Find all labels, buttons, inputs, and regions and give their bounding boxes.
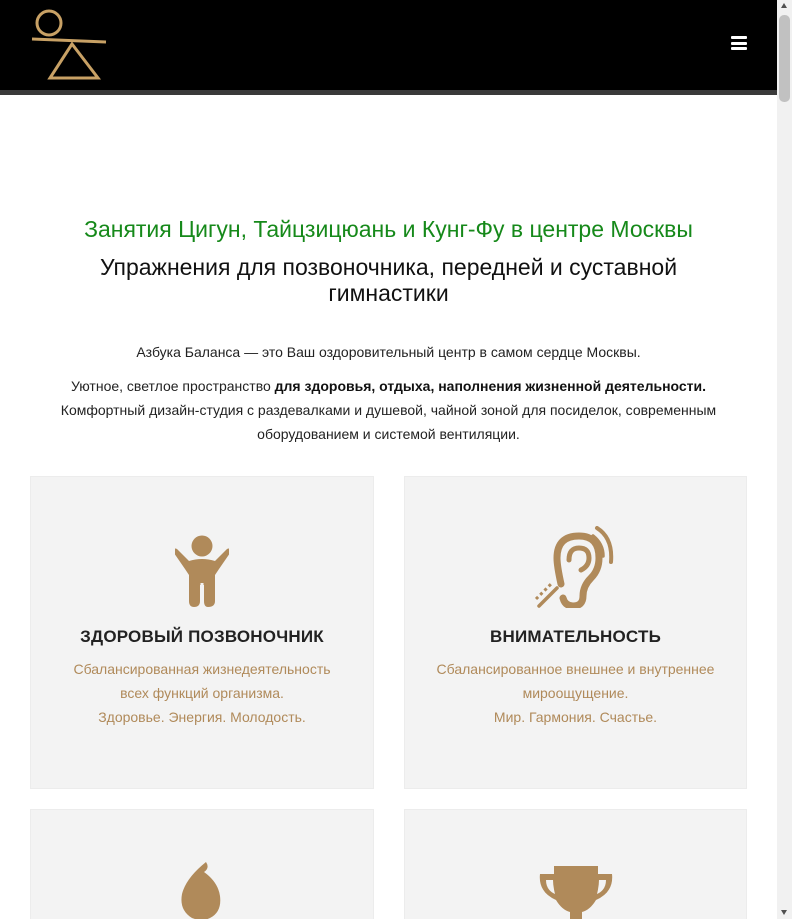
hero-title: Занятия Цигун, Тайцзицюань и Кунг-Фу в центре Москвы (84, 216, 693, 242)
intro-text (50, 340, 727, 446)
intro-line-2-bold: для здоровья, отдыха, наполнения жизненной деятельности. (274, 378, 707, 394)
scroll-up-arrow-icon[interactable] (781, 3, 787, 8)
feature-card-mindfulness[interactable] (404, 476, 747, 789)
vertical-scrollbar[interactable] (777, 0, 792, 919)
feature-card-4[interactable] (404, 809, 747, 919)
child-figure-icon (175, 535, 229, 607)
balance-figure-logo-icon (30, 6, 108, 82)
feature-card-spine[interactable] (30, 476, 374, 789)
card-text-line: Мир. Гармония. Счастье. (493, 709, 658, 725)
hero-subtitle: Упражнения для позвоночника, передней и суставной гимнастики (99, 254, 678, 306)
intro-line-1: Азбука Баланса — это Ваш оздоровительный центр в самом сердце Москвы. (136, 344, 641, 360)
hamburger-menu-icon[interactable] (729, 34, 751, 52)
header-divider (0, 90, 777, 95)
intro-line-3: Комфортный дизайн-студия с раздевалками и душевой, чайной зоной для посиделок, современным оборудованием и системой вентиляции. (60, 402, 717, 442)
card-text-line: Сбалансированная жизнедеятельность (73, 661, 331, 677)
intro-line-2 (50, 374, 727, 398)
feature-card-3[interactable] (30, 809, 374, 919)
card-text-line: мироощущение. (522, 685, 629, 701)
scrollbar-thumb[interactable] (779, 15, 790, 102)
scroll-down-arrow-icon[interactable] (781, 910, 787, 915)
card-text-line: Здоровье. Энергия. Молодость. (98, 709, 306, 725)
site-header (0, 0, 777, 90)
trophy-icon (538, 866, 614, 919)
flame-icon (180, 860, 224, 919)
listening-ear-icon (535, 526, 617, 608)
card-text-line: Сбалансированное внешнее и внутреннее (436, 661, 715, 677)
intro-line-2-plain: Уютное, светлое пространство (70, 378, 275, 394)
card-title: ЗДОРОВЫЙ ПОЗВОНОЧНИК (80, 627, 324, 646)
card-title: ВНИМАТЕЛЬНОСТЬ (490, 627, 661, 646)
card-description (435, 657, 716, 729)
card-description (61, 657, 343, 729)
card-text-line: всех функций организма. (120, 685, 284, 701)
logo[interactable] (30, 6, 108, 82)
